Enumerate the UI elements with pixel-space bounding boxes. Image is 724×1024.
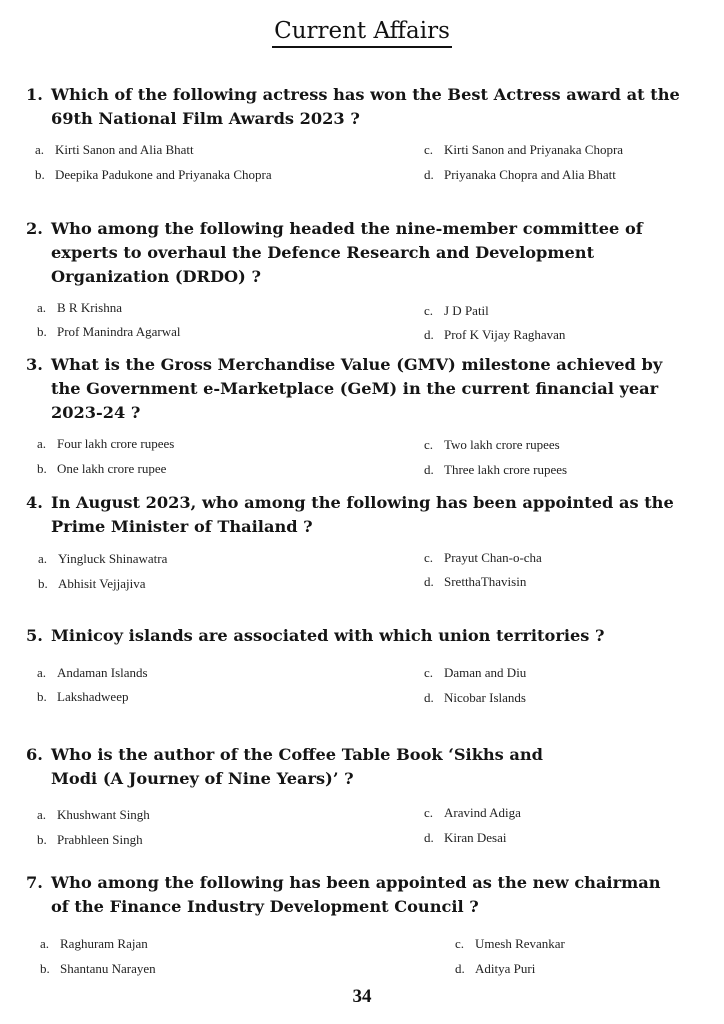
option-letter: d.	[424, 327, 434, 342]
question-text	[26, 491, 691, 539]
option-text: Kirti Sanon and Priyanaka Chopra	[444, 142, 624, 157]
option-letter: d.	[424, 167, 434, 182]
option-text: Shantanu Narayen	[60, 961, 156, 976]
option-letter: a.	[38, 551, 48, 566]
option-text: Daman and Diu	[444, 665, 527, 680]
option-text: Umesh Revankar	[475, 936, 565, 951]
question-number: 5.	[26, 626, 43, 645]
option-text: Prayut Chan-o-cha	[444, 550, 542, 565]
option-b	[37, 461, 166, 477]
option-text: Kiran Desai	[444, 830, 507, 845]
question-body: Which of the following actress has won the Best Actress award at the 69th National Film Awards 2023 ?	[51, 85, 680, 128]
option-d	[424, 690, 526, 706]
option-letter: c.	[424, 550, 434, 565]
question-4	[26, 491, 691, 600]
question-2	[26, 217, 691, 350]
question-7	[26, 871, 691, 986]
option-text: Prof K Vijay Raghavan	[444, 327, 566, 342]
question-body: Who is the author of the Coffee Table Book ‘Sikhs and Modi (A Journey of Nine Years)’ ?	[51, 745, 544, 788]
option-d	[424, 462, 567, 478]
option-letter: d.	[424, 462, 434, 477]
option-text: Raghuram Rajan	[60, 936, 148, 951]
option-d	[424, 574, 526, 590]
option-letter: b.	[37, 689, 47, 704]
question-text	[26, 83, 691, 131]
question-6	[26, 743, 691, 852]
options-list	[26, 300, 691, 350]
question-text	[26, 624, 691, 648]
option-b	[38, 576, 146, 592]
option-text: Priyanaka Chopra and Alia Bhatt	[444, 167, 616, 182]
question-number: 2.	[26, 219, 43, 238]
question-text	[26, 353, 691, 425]
option-letter: c.	[424, 805, 434, 820]
question-body: What is the Gross Merchandise Value (GMV) milestone achieved by the Government e-Marketplace (GeM) in the current financial year 2023-24 ?	[51, 355, 663, 422]
question-body: Who among the following headed the nine-member committee of experts to overhaul the Defence Research and Development Organization (DRDO) ?	[51, 219, 643, 286]
option-letter: b.	[40, 961, 50, 976]
question-number: 4.	[26, 493, 43, 512]
option-b	[35, 167, 272, 183]
option-letter: a.	[37, 807, 47, 822]
question-number: 6.	[26, 745, 43, 764]
option-c	[424, 142, 623, 158]
option-b	[37, 832, 143, 848]
question-text	[26, 871, 671, 919]
options-list	[26, 802, 691, 852]
question-number: 7.	[26, 873, 43, 892]
option-letter: b.	[37, 832, 47, 847]
option-b	[37, 324, 180, 340]
question-body: Who among the following has been appointed as the new chairman of the Finance Industry Development Council ?	[51, 873, 661, 916]
option-a	[37, 807, 150, 823]
option-text: Two lakh crore rupees	[444, 437, 560, 452]
option-letter: d.	[424, 830, 434, 845]
option-letter: b.	[37, 324, 47, 339]
options-list	[26, 436, 691, 486]
question-5	[26, 624, 691, 709]
option-c	[424, 665, 526, 681]
options-list	[26, 936, 691, 986]
option-c	[424, 303, 489, 319]
page-title-wrapper	[0, 18, 724, 48]
option-letter: a.	[37, 300, 47, 315]
option-text: Khushwant Singh	[57, 807, 150, 822]
option-text: Deepika Padukone and Priyanaka Chopra	[55, 167, 272, 182]
option-text: J D Patil	[444, 303, 489, 318]
option-letter: c.	[424, 303, 434, 318]
option-text: One lakh crore rupee	[57, 461, 167, 476]
option-text: Three lakh crore rupees	[444, 462, 568, 477]
option-d	[424, 327, 565, 343]
option-letter: a.	[35, 142, 45, 157]
option-letter: a.	[37, 436, 47, 451]
option-text: Andaman Islands	[57, 665, 148, 680]
page-title: Current Affairs	[272, 18, 452, 48]
option-text: Lakshadweep	[57, 689, 129, 704]
option-text: Yingluck Shinawatra	[58, 551, 168, 566]
option-letter: d.	[455, 961, 465, 976]
option-text: Kirti Sanon and Alia Bhatt	[55, 142, 194, 157]
option-b	[40, 961, 156, 977]
option-text: Aravind Adiga	[444, 805, 521, 820]
option-letter: b.	[37, 461, 47, 476]
option-c	[424, 550, 542, 566]
option-b	[37, 689, 128, 705]
option-text: Prabhleen Singh	[57, 832, 143, 847]
question-number: 3.	[26, 355, 43, 374]
option-c	[424, 805, 521, 821]
option-letter: c.	[424, 437, 434, 452]
option-c	[455, 936, 565, 952]
option-letter: c.	[455, 936, 465, 951]
option-a	[35, 142, 194, 158]
option-text: Aditya Puri	[475, 961, 536, 976]
option-letter: b.	[38, 576, 48, 591]
question-body: Minicoy islands are associated with which union territories ?	[51, 626, 605, 645]
option-text: SretthaThavisin	[444, 574, 527, 589]
option-letter: d.	[424, 690, 434, 705]
option-d	[424, 167, 616, 183]
option-letter: b.	[35, 167, 45, 182]
option-letter: c.	[424, 665, 434, 680]
page-number: 34	[352, 986, 372, 1007]
options-list	[26, 142, 691, 192]
option-d	[455, 961, 535, 977]
question-body: In August 2023, who among the following has been appointed as the Prime Minister of Thailand ?	[51, 493, 674, 536]
option-c	[424, 437, 560, 453]
option-text: Four lakh crore rupees	[57, 436, 175, 451]
option-text: B R Krishna	[57, 300, 122, 315]
option-a	[37, 665, 148, 681]
options-list	[26, 659, 691, 709]
option-letter: c.	[424, 142, 434, 157]
option-letter: a.	[40, 936, 50, 951]
question-number: 1.	[26, 85, 43, 104]
question-1	[26, 83, 691, 192]
option-text: Abhisit Vejjajiva	[58, 576, 146, 591]
question-text	[26, 217, 691, 289]
option-d	[424, 830, 506, 846]
option-letter: d.	[424, 574, 434, 589]
option-text: Prof Manindra Agarwal	[57, 324, 181, 339]
question-text	[26, 743, 571, 791]
option-a	[38, 551, 167, 567]
option-a	[37, 300, 122, 316]
question-3	[26, 353, 691, 486]
option-text: Nicobar Islands	[444, 690, 526, 705]
options-list	[26, 550, 691, 600]
option-a	[37, 436, 174, 452]
option-a	[40, 936, 148, 952]
option-letter: a.	[37, 665, 47, 680]
